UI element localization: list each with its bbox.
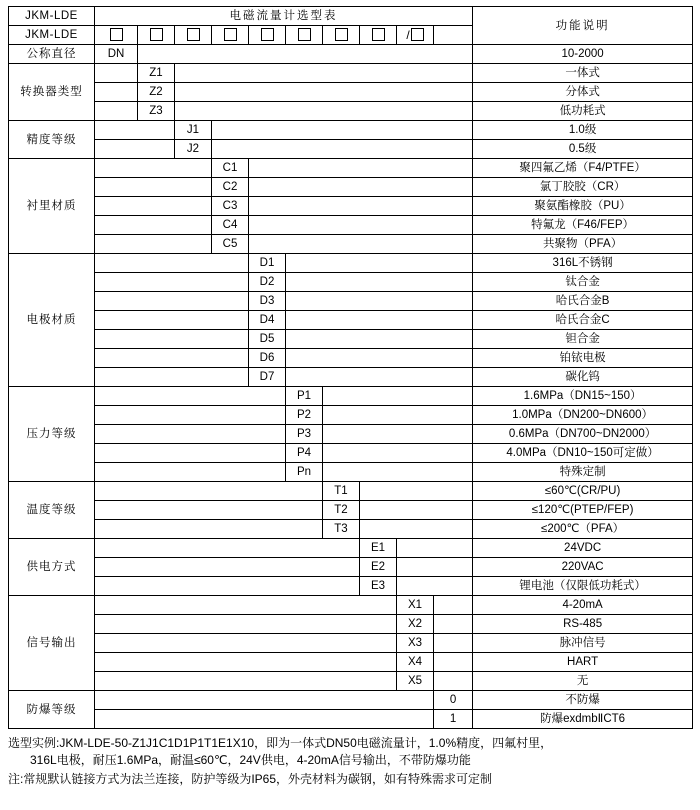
code-x2: X2 — [397, 615, 434, 634]
row-power-e3 — [9, 577, 693, 596]
blank-cells — [286, 292, 473, 311]
table-title-cell — [95, 7, 473, 26]
checkbox-square[interactable] — [372, 28, 385, 41]
blank-cells — [360, 482, 473, 501]
blank-cells — [95, 178, 212, 197]
code-x4: X4 — [397, 653, 434, 672]
row-signal-x1 — [9, 596, 693, 615]
code-z1: Z1 — [138, 64, 175, 83]
code-x5: X5 — [397, 672, 434, 691]
checkbox-square[interactable] — [298, 28, 311, 41]
blank-cells — [249, 197, 473, 216]
blank-cells — [249, 159, 473, 178]
row-pressure-p3 — [9, 425, 693, 444]
selection-table — [8, 6, 693, 729]
blank-cells — [95, 482, 323, 501]
desc-e1: 24VDC — [473, 539, 693, 558]
desc-z2: 分体式 — [473, 83, 693, 102]
row-accuracy-j2 — [9, 140, 693, 159]
code-d4: D4 — [249, 311, 286, 330]
blank-cells — [95, 216, 212, 235]
row-electrode-d4 — [9, 311, 693, 330]
blank-cells — [175, 102, 473, 121]
blank-cells — [95, 501, 323, 520]
code-c1: C1 — [212, 159, 249, 178]
blank-cells — [95, 292, 249, 311]
blank-cells — [360, 501, 473, 520]
row-label-converter-type: 转换器类型 — [9, 64, 95, 121]
blank-cells — [95, 634, 397, 653]
blank-cells — [95, 121, 175, 140]
code-t2: T2 — [323, 501, 360, 520]
desc-t3: ≤200℃（PFA） — [473, 520, 693, 539]
blank-cell — [434, 634, 473, 653]
blank-cells — [212, 121, 473, 140]
blank-cells — [323, 463, 473, 482]
blank-cells — [286, 330, 473, 349]
desc-c4: 特氟龙（F46/FEP） — [473, 216, 693, 235]
checkbox-square[interactable] — [261, 28, 274, 41]
code-box-9[interactable] — [397, 26, 434, 45]
desc-p3: 0.6MPa（DN700~DN2000） — [473, 425, 693, 444]
code-d1: D1 — [249, 254, 286, 273]
row-converter-z1 — [9, 64, 693, 83]
desc-d2: 钛合金 — [473, 273, 693, 292]
desc-z3: 低功耗式 — [473, 102, 693, 121]
code-c5: C5 — [212, 235, 249, 254]
code-e1: E1 — [360, 539, 397, 558]
desc-t2: ≤120℃(PTEP/FEP) — [473, 501, 693, 520]
blank-cells — [95, 140, 175, 159]
checkbox-square[interactable] — [110, 28, 123, 41]
code-d3: D3 — [249, 292, 286, 311]
row-label-pressure-rating: 压力等级 — [9, 387, 95, 482]
row-lining-c3 — [9, 197, 693, 216]
row-signal-x2 — [9, 615, 693, 634]
code-e2: E2 — [360, 558, 397, 577]
checkbox-square[interactable] — [187, 28, 200, 41]
slash-separator: / — [406, 27, 410, 42]
desc-d1: 316L不锈钢 — [473, 254, 693, 273]
code-ex0: 0 — [434, 691, 473, 710]
blank-cells — [95, 691, 434, 710]
row-label-nominal-diameter: 公称直径 — [9, 45, 95, 64]
row-label-power-supply: 供电方式 — [9, 539, 95, 596]
code-z3: Z3 — [138, 102, 175, 121]
row-power-e1 — [9, 539, 693, 558]
blank-cells — [95, 577, 360, 596]
desc-d4: 哈氏合金C — [473, 311, 693, 330]
code-box-1[interactable] — [95, 26, 138, 45]
code-x3: X3 — [397, 634, 434, 653]
blank-cells — [95, 311, 249, 330]
blank-cell — [95, 64, 138, 83]
desc-d5: 钽合金 — [473, 330, 693, 349]
desc-p2: 1.0MPa（DN200~DN600） — [473, 406, 693, 425]
row-signal-x3 — [9, 634, 693, 653]
code-d5: D5 — [249, 330, 286, 349]
blank-cells — [286, 254, 473, 273]
row-lining-c4 — [9, 216, 693, 235]
row-lining-c5 — [9, 235, 693, 254]
code-x1: X1 — [397, 596, 434, 615]
checkbox-square[interactable] — [411, 28, 424, 41]
row-label-temperature-rating: 温度等级 — [9, 482, 95, 539]
desc-nominal-diameter: 10-2000 — [473, 45, 693, 64]
blank-cells — [95, 444, 286, 463]
note-default-config: 注:常规默认链接方式为法兰连接，防护等级为IP65，外壳材料为碳钢，如有特殊需求可定制 — [8, 772, 493, 786]
code-c2: C2 — [212, 178, 249, 197]
code-box-spacer — [434, 26, 473, 45]
desc-x2: RS-485 — [473, 615, 693, 634]
blank-cells — [95, 406, 286, 425]
blank-cells — [95, 254, 249, 273]
code-d6: D6 — [249, 349, 286, 368]
code-box-5[interactable] — [249, 26, 286, 45]
checkbox-square[interactable] — [224, 28, 237, 41]
function-header-cell: 功能说明 — [473, 7, 693, 45]
blank-cells — [323, 444, 473, 463]
row-electrode-d3 — [9, 292, 693, 311]
row-temperature-t1 — [9, 482, 693, 501]
code-box-2[interactable] — [138, 26, 175, 45]
code-d2: D2 — [249, 273, 286, 292]
blank-cells — [95, 273, 249, 292]
code-p2: P2 — [286, 406, 323, 425]
row-lining-c1 — [9, 159, 693, 178]
blank-cells — [95, 653, 397, 672]
row-label-signal-output: 信号输出 — [9, 596, 95, 691]
row-electrode-d5 — [9, 330, 693, 349]
blank-cells — [397, 577, 473, 596]
row-converter-z3 — [9, 102, 693, 121]
code-j2: J2 — [175, 140, 212, 159]
blank-cells — [286, 311, 473, 330]
blank-cell — [95, 83, 138, 102]
row-temperature-t3 — [9, 520, 693, 539]
row-pressure-p1 — [9, 387, 693, 406]
row-label-explosion-proof: 防爆等级 — [9, 691, 95, 729]
blank-cells — [95, 672, 397, 691]
desc-c2: 氯丁胶胶（CR） — [473, 178, 693, 197]
code-box-6[interactable] — [286, 26, 323, 45]
desc-ex0: 不防爆 — [473, 691, 693, 710]
code-box-3[interactable] — [175, 26, 212, 45]
row-explosion-0 — [9, 691, 693, 710]
blank-cells — [95, 710, 434, 729]
desc-j2: 0.5级 — [473, 140, 693, 159]
blank-cells — [397, 558, 473, 577]
desc-e2: 220VAC — [473, 558, 693, 577]
row-temperature-t2 — [9, 501, 693, 520]
note-example-line1: 选型实例:JKM-LDE-50-Z1J1C1D1P1T1E1X10，即为一体式DN50电磁流量计，1.0%精度，四氟村里， — [8, 736, 553, 750]
blank-cells — [323, 425, 473, 444]
blank-cells — [286, 349, 473, 368]
blank-cells — [249, 235, 473, 254]
blank-cells — [286, 368, 473, 387]
row-accuracy-j1 — [9, 121, 693, 140]
blank-cells — [286, 273, 473, 292]
blank-cell — [95, 102, 138, 121]
blank-cells — [95, 463, 286, 482]
blank-cells — [323, 387, 473, 406]
code-e3: E3 — [360, 577, 397, 596]
desc-t1: ≤60℃(CR/PU) — [473, 482, 693, 501]
row-nominal-diameter — [9, 45, 693, 64]
blank-cells — [95, 425, 286, 444]
desc-z1: 一体式 — [473, 64, 693, 83]
blank-cells — [95, 387, 286, 406]
blank-cells — [95, 368, 249, 387]
desc-c1: 聚四氟乙烯（F4/PTFE） — [473, 159, 693, 178]
code-p3: P3 — [286, 425, 323, 444]
desc-ex1: 防爆exdmbⅡCT6 — [473, 710, 693, 729]
blank-cells — [249, 178, 473, 197]
row-electrode-d2 — [9, 273, 693, 292]
desc-e3: 锂电池（仅限低功耗式） — [473, 577, 693, 596]
code-z2: Z2 — [138, 83, 175, 102]
blank-cell — [434, 596, 473, 615]
desc-d3: 哈氏合金B — [473, 292, 693, 311]
code-j1: J1 — [175, 121, 212, 140]
blank-cells — [249, 216, 473, 235]
blank-cells — [397, 539, 473, 558]
desc-x4: HART — [473, 653, 693, 672]
code-ex1: 1 — [434, 710, 473, 729]
code-t1: T1 — [323, 482, 360, 501]
model-code-cell: JKM-LDE — [9, 26, 95, 45]
desc-d7: 碳化钨 — [473, 368, 693, 387]
row-electrode-d6 — [9, 349, 693, 368]
row-explosion-1 — [9, 710, 693, 729]
desc-x3: 脉冲信号 — [473, 634, 693, 653]
desc-p4: 4.0MPa（DN10~150可定做） — [473, 444, 693, 463]
code-c3: C3 — [212, 197, 249, 216]
code-p1: P1 — [286, 387, 323, 406]
desc-x5: 无 — [473, 672, 693, 691]
blank-cells — [212, 140, 473, 159]
blank-cells — [95, 159, 212, 178]
desc-d6: 铂铱电极 — [473, 349, 693, 368]
blank-cells — [138, 45, 473, 64]
row-label-lining-material: 衬里材质 — [9, 159, 95, 254]
blank-cells — [95, 596, 397, 615]
code-p4: P4 — [286, 444, 323, 463]
desc-p1: 1.6MPa（DN15~150） — [473, 387, 693, 406]
row-signal-x5 — [9, 672, 693, 691]
note-example-line2: 316L电极，耐压1.6MPa，耐温≤60℃，24V供电，4-20mA信号输出，不带防爆功能 — [30, 753, 471, 767]
blank-cell — [434, 653, 473, 672]
blank-cell — [434, 615, 473, 634]
desc-pn: 特殊定制 — [473, 463, 693, 482]
model-prefix-cell: JKM-LDE — [9, 7, 95, 26]
code-box-4[interactable] — [212, 26, 249, 45]
blank-cells — [95, 539, 360, 558]
table-header-row — [9, 7, 693, 26]
checkbox-square[interactable] — [335, 28, 348, 41]
row-pressure-p2 — [9, 406, 693, 425]
desc-c3: 聚氨酯橡胶（PU） — [473, 197, 693, 216]
blank-cells — [95, 197, 212, 216]
row-signal-x4 — [9, 653, 693, 672]
table-title: 电磁流量计选型表 — [229, 10, 338, 22]
code-dn: DN — [95, 45, 138, 64]
row-converter-z2 — [9, 83, 693, 102]
row-label-accuracy: 精度等级 — [9, 121, 95, 159]
blank-cells — [95, 330, 249, 349]
row-power-e2 — [9, 558, 693, 577]
code-c4: C4 — [212, 216, 249, 235]
blank-cells — [323, 406, 473, 425]
row-lining-c2 — [9, 178, 693, 197]
blank-cells — [95, 615, 397, 634]
code-box-7[interactable] — [323, 26, 360, 45]
desc-j1: 1.0级 — [473, 121, 693, 140]
code-t3: T3 — [323, 520, 360, 539]
blank-cells — [95, 235, 212, 254]
row-pressure-pn — [9, 463, 693, 482]
blank-cells — [175, 83, 473, 102]
code-box-8[interactable] — [360, 26, 397, 45]
blank-cells — [175, 64, 473, 83]
code-d7: D7 — [249, 368, 286, 387]
desc-x1: 4-20mA — [473, 596, 693, 615]
blank-cells — [95, 558, 360, 577]
blank-cells — [95, 520, 323, 539]
row-pressure-p4 — [9, 444, 693, 463]
row-label-electrode-material: 电极材质 — [9, 254, 95, 387]
blank-cells — [360, 520, 473, 539]
blank-cell — [434, 672, 473, 691]
blank-cells — [95, 349, 249, 368]
row-electrode-d7 — [9, 368, 693, 387]
desc-c5: 共聚物（PFA） — [473, 235, 693, 254]
code-pn: Pn — [286, 463, 323, 482]
checkbox-square[interactable] — [150, 28, 163, 41]
notes-block — [8, 735, 692, 788]
row-electrode-d1 — [9, 254, 693, 273]
